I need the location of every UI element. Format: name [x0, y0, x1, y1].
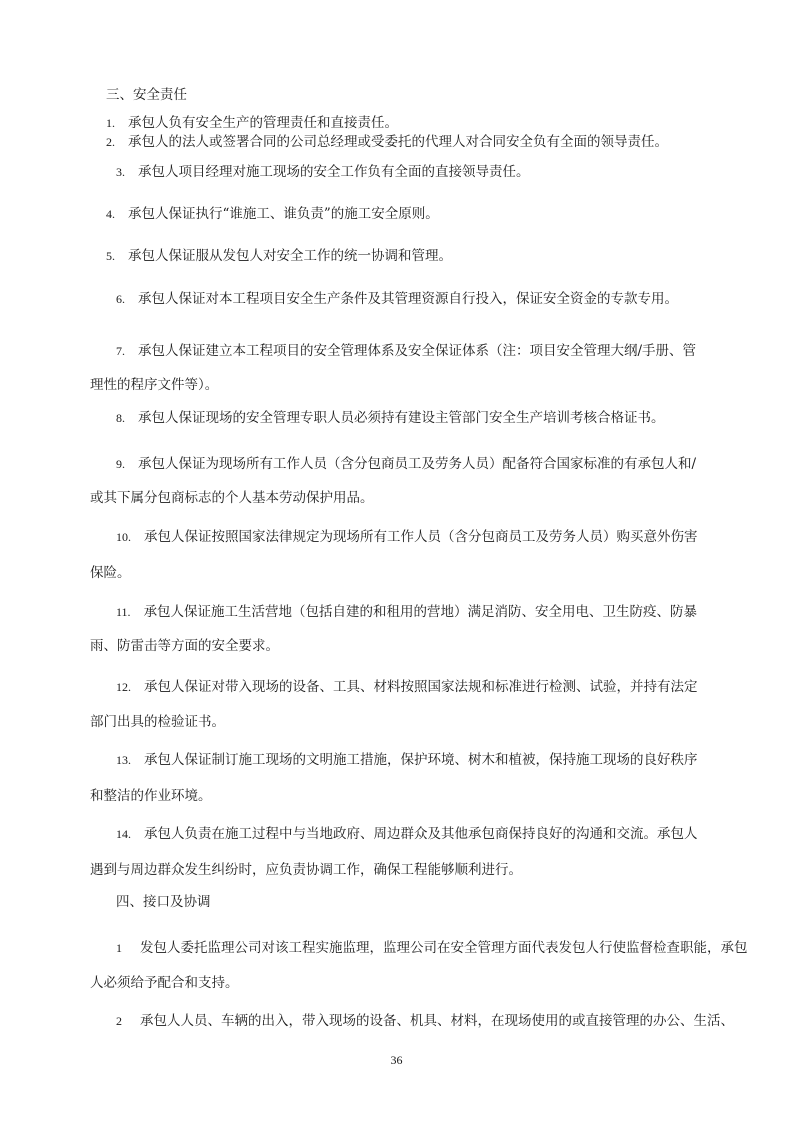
item-text: 承包人保证对本工程项目安全生产条件及其管理资源自行投入，保证安全资金的专款专用。 [138, 291, 678, 307]
list-item [116, 163, 530, 181]
item-text: 承包人的法人或签署合同的公司总经理或受委托的代理人对合同安全负有全面的领导责任。 [128, 134, 668, 150]
list-item-continuation: 保险。 [90, 565, 131, 581]
page-number: 36 [390, 1053, 403, 1067]
item-number: 1. [106, 116, 115, 130]
list-item-continuation: 人必须给予配合和支持。 [90, 975, 239, 991]
item-text: 承包人项目经理对施工现场的安全工作负有全面的直接领导责任。 [138, 164, 530, 180]
list-item [116, 290, 678, 308]
item-number: 6. [116, 292, 125, 306]
list-item [116, 528, 698, 546]
list-item-continuation: 雨、防雷击等方面的安全要求。 [90, 638, 279, 654]
item-number: 2. [106, 135, 115, 149]
item-number: 9. [116, 457, 125, 471]
item-text: 发包人委托监理公司对该工程实施监理，监理公司在安全管理方面代表发包人行使监督检查职能，承包 [140, 940, 748, 956]
list-item-continuation: 理性的程序文件等）。 [90, 377, 219, 393]
section-4-heading: 四、接口及协调 [116, 894, 211, 910]
list-item [116, 825, 698, 843]
item-number: 10. [116, 530, 131, 544]
list-item-continuation: 或其下属分包商标志的个人基本劳动保护用品。 [90, 490, 374, 506]
list-item [116, 751, 698, 769]
item-text: 承包人负责在施工过程中与当地政府、周边群众及其他承包商保持良好的沟通和交流。承包人 [144, 826, 698, 842]
item-text: 承包人保证施工生活营地（包括自建的和租用的营地）满足消防、安全用电、卫生防疫、防暴 [143, 604, 698, 620]
list-item [106, 114, 398, 132]
item-number: 8. [116, 411, 125, 425]
item-text: 承包人保证建立本工程项目的安全管理体系及安全保证体系（注：项目安全管理大纲/手册、管 [138, 343, 697, 359]
item-number: 1 [116, 941, 122, 955]
item-number: 7. [116, 344, 125, 358]
item-text: 承包人负有安全生产的管理责任和直接责任。 [128, 115, 398, 131]
item-text: 承包人保证为现场所有工作人员（含分包商员工及劳务人员）配备符合国家标准的有承包人和/ [138, 456, 697, 472]
list-item [106, 133, 668, 151]
list-item [116, 409, 665, 427]
item-number: 14. [116, 827, 131, 841]
item-number: 2 [116, 1014, 122, 1028]
item-text: 承包人保证执行“谁施工、谁负责”的施工安全原则。 [128, 206, 439, 222]
list-item [116, 342, 696, 360]
item-number: 11. [116, 605, 131, 619]
item-number: 3. [116, 165, 125, 179]
list-item [106, 247, 452, 265]
list-item [116, 678, 698, 696]
item-text: 承包人人员、车辆的出入，带入现场的设备、机具、材料，在现场使用的或直接管理的办公、生活、 [140, 1013, 734, 1029]
list-item [116, 455, 696, 473]
item-text: 承包人保证制订施工现场的文明施工措施，保护环境、树木和植被，保持施工现场的良好秩序 [144, 752, 698, 768]
item-number: 4. [106, 207, 115, 221]
item-number: 12. [116, 680, 131, 694]
list-item-continuation: 遇到与周边群众发生纠纷时，应负责协调工作，确保工程能够顺利进行。 [90, 862, 522, 878]
list-item-continuation: 部门出具的检验证书。 [90, 714, 225, 730]
item-text: 承包人保证对带入现场的设备、工具、材料按照国家法规和标准进行检测、试验，并持有法定 [144, 679, 698, 695]
item-text: 承包人保证服从发包人对安全工作的统一协调和管理。 [128, 248, 452, 264]
item-text: 承包人保证现场的安全管理专职人员必须持有建设主管部门安全生产培训考核合格证书。 [138, 410, 665, 426]
item-number: 5. [106, 249, 115, 263]
section-3-heading: 三、安全责任 [106, 87, 187, 103]
list-item-continuation: 和整洁的作业环境。 [90, 788, 212, 804]
list-item [116, 603, 697, 621]
item-text: 承包人保证按照国家法律规定为现场所有工作人员（含分包商员工及劳务人员）购买意外伤害 [144, 529, 698, 545]
list-item [116, 939, 748, 957]
list-item [116, 1012, 734, 1030]
item-number: 13. [116, 753, 131, 767]
list-item [106, 205, 439, 223]
